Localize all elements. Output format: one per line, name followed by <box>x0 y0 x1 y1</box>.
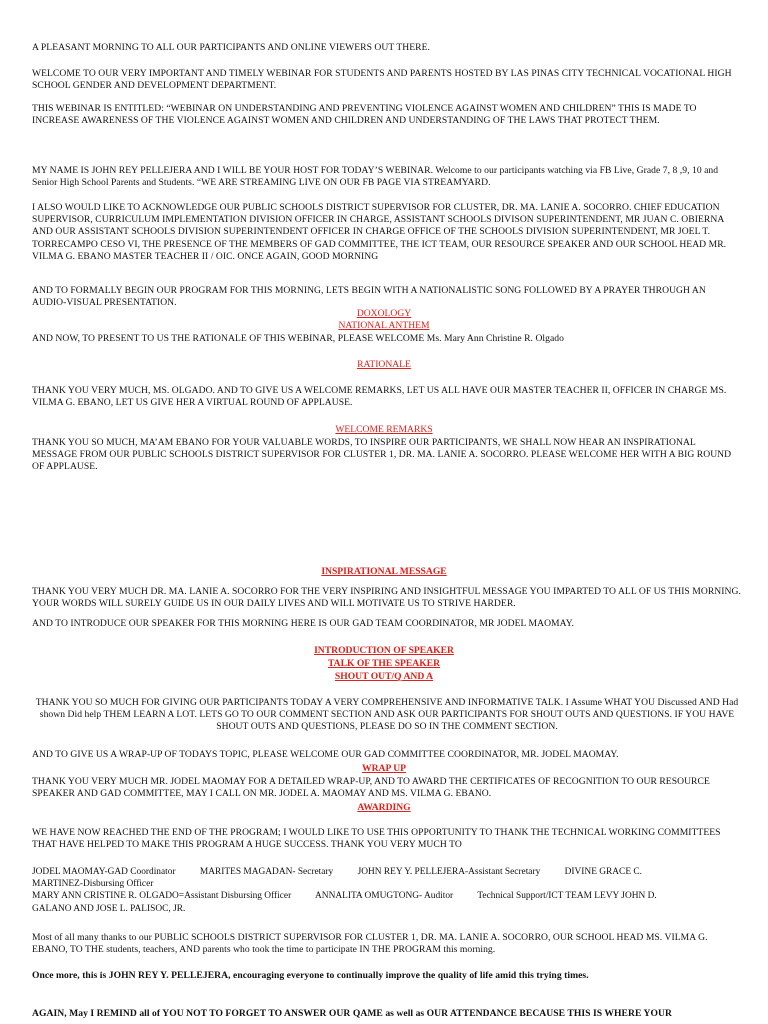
begin-program-paragraph: AND TO FORMALLY BEGIN OUR PROGRAM FOR THIS MORNING, LETS BEGIN WITH A NATIONALISTIC SONG FOLLOWED BY A PRAYER THROUGH AN AUDIO-VISUAL PRESENTATION. <box>32 285 706 309</box>
talk-of-speaker-heading: TALK OF THE SPEAKER <box>327 658 441 669</box>
webinar-title-paragraph: THIS WEBINAR IS ENTITLED: “WEBINAR ON UNDERSTANDING AND PREVENTING VIOLENCE AGAINST WOMEN AND CHILDREN” THIS IS MADE TO INCREASE AWARENESS OF THE VIOLENCE AGAINST WOMEN AND CHILDREN AND UNDERSTANDING OF THE LAWS THAT PROTECT THEM. <box>32 103 697 127</box>
awarding-intro-paragraph: THANK YOU VERY MUCH MR. JODEL MAOMAY FOR A DETAILED WRAP-UP, AND TO AWARD THE CERTIFICATES OF RECOGNITION TO OUR RESOURCE SPEAKER AND GAD COMMITTEE, MAY I CALL ON MR. JODEL A. MAOMAY AND MS. VILMA G. EBANO. <box>32 776 710 800</box>
roster-entry: Technical Support/ICT TEAM LEVY JOHN D. <box>477 891 657 902</box>
roster-row <box>32 866 742 878</box>
closing-thanks-paragraph: WE HAVE NOW REACHED THE END OF THE PROGRAM; I WOULD LIKE TO USE THIS OPPORTUNITY TO THANK THE TECHNICAL WORKING COMMITTEES THAT HAVE HELPED TO MAKE THIS PROGRAM A HUGE SUCCESS. THANK YOU VERY MUCH TO <box>32 827 721 851</box>
again-paragraph: AGAIN, May I REMIND all of YOU NOT TO FORGET TO ANSWER OUR QAME as well as OUR ATTENDANCE BECAUSE THIS IS WHERE YOUR <box>32 1008 672 1019</box>
rationale-heading: RATIONALE <box>357 359 411 370</box>
once-more-paragraph: Once more, this is JOHN REY Y. PELLEJERA, encouraging everyone to continually improve the quality of life amid this trying times. <box>32 970 589 981</box>
thanks-talk-paragraph: THANK YOU SO MUCH FOR GIVING OUR PARTICIPANTS TODAY A VERY COMPREHENSIVE AND INFORMATIVE TALK. I Assume WHAT YOU Discussed AND Had shown Did help THEM LEARN A LOT. LETS GO TO OUR COMMENT SECTION AND ASK OUR PARTICIPANTS FOR SHOUT OUTS AND QUESTIONS. IF YOU HAVE SHOUT OUTS AND QUESTIONS, PLEASE DO SO IN THE COMMENT SECTION. <box>35 697 739 733</box>
wrap-up-heading: WRAP UP <box>362 763 406 774</box>
doxology-heading: DOXOLOGY <box>356 308 412 319</box>
roster-entry: DIVINE GRACE C. <box>564 867 642 877</box>
awarding-heading: AWARDING <box>357 802 411 813</box>
introduction-of-speaker-heading: INTRODUCTION OF SPEAKER <box>314 645 454 656</box>
roster-entry: JODEL MAOMAY-GAD Coordinator <box>32 867 176 877</box>
host-intro-paragraph: MY NAME IS JOHN REY PELLEJERA AND I WILL BE YOUR HOST FOR TODAY’S WEBINAR. Welcome to our participants watching via FB Live, Grade 7, 8 ,9, 10 and Senior High School Parents and Students. “WE ARE STREAMING LIVE ON OUR FB PAGE VIA STREAMYARD. <box>32 165 719 189</box>
rationale-intro-paragraph: AND NOW, TO PRESENT TO US THE RATIONALE OF THIS WEBINAR, PLEASE WELCOME Ms. Mary Ann Christine R. Olgado <box>32 333 564 344</box>
roster-row <box>32 890 742 902</box>
acknowledgement-paragraph: I ALSO WOULD LIKE TO ACKNOWLEDGE OUR PUBLIC SCHOOLS DISTRICT SUPERVISOR FOR CLUSTER, DR. MA. LANIE A. SOCORRO. CHIEF EDUCATION SUPERVISOR, CURRICULUM IMPLEMENTATION DIVISION OFFICER IN CHARGE, ASSISTANT SCHOOLS DIVISON SUPERINTENDENT, MR JUAN C. OBIERNA AND OUR ASSISTANT SCHOOLS DIVISION SUPERINTENDENT OFFICER IN CHARGE OFFICE OF THE SCHOOLS DIVISION SUPERINTENDENT, MR JOEL T. TORRECAMPO CESO VI, THE PRESENCE OF THE MEMBERS OF GAD COMMITTEE, THE ICT TEAM, OUR RESOURCE SPEAKER AND OUR SCHOOL HEAD MR. VILMA G. EBANO MASTER TEACHER II / OIC. ONCE AGAIN, GOOD MORNING <box>32 202 727 262</box>
roster-entry: ANNALITA OMUGTONG- Auditor <box>315 891 454 902</box>
inspirational-intro-paragraph: THANK YOU SO MUCH, MA’AM EBANO FOR YOUR VALUABLE WORDS, TO INSPIRE OUR PARTICIPANTS, WE SHALL NOW HEAR AN INSPIRATIONAL MESSAGE FROM OUR PUBLIC SCHOOLS DISTRICT SUPERVISOR FOR CLUSTER 1, DR. MA. LANIE A. SOCORRO. PLEASE WELCOME HER WITH A BIG ROUND OF APPLAUSE. <box>32 437 732 473</box>
committee-roster <box>32 866 742 915</box>
many-thanks-paragraph: Most of all many thanks to our PUBLIC SCHOOLS DISTRICT SUPERVISOR FOR CLUSTER 1, DR. MA. LANIE A. SOCORRO, OUR SCHOOL HEAD MS. VILMA G. EBANO, TO THE students, teachers, AND parents who took the time to participate IN THE PROGRAM this morning. <box>32 932 708 956</box>
wrapup-intro-paragraph: AND TO GIVE US A WRAP-UP OF TODAYS TOPIC, PLEASE WELCOME OUR GAD COMMITTEE COORDINATOR, MR. JODEL MAOMAY. <box>32 749 619 760</box>
roster-row <box>32 878 742 890</box>
shout-out-heading: SHOUT OUT/Q AND A <box>334 671 434 682</box>
welcome-remarks-intro-paragraph: THANK YOU VERY MUCH, MS. OLGADO. AND TO GIVE US A WELCOME REMARKS, LET US ALL HAVE OUR MASTER TEACHER II, OFFICER IN CHARGE MS. VILMA G. EBANO, LET US GIVE HER A VIRTUAL ROUND OF APPLAUSE. <box>32 385 727 409</box>
roster-row <box>32 903 742 915</box>
roster-entry: MARY ANN CRISTINE R. OLGADO=Assistant Disbursing Officer <box>32 891 292 902</box>
speaker-intro-paragraph: AND TO INTRODUCE OUR SPEAKER FOR THIS MORNING HERE IS OUR GAD TEAM COORDINATOR, MR JODEL MAOMAY. <box>32 618 574 629</box>
national-anthem-heading: NATIONAL ANTHEM <box>338 320 430 331</box>
greeting-paragraph: A PLEASANT MORNING TO ALL OUR PARTICIPANTS AND ONLINE VIEWERS OUT THERE. <box>32 42 430 53</box>
roster-entry: GALANO AND JOSE L. PALISOC, JR. <box>32 903 186 914</box>
thanks-socorro-paragraph: THANK YOU VERY MUCH DR. MA. LANIE A. SOCORRO FOR THE VERY INSPIRING AND INSIGHTFUL MESSAGE YOU IMPARTED TO ALL OF US THIS MORNING. YOUR WORDS WILL SURELY GUIDE US IN OUR DAILY LIVES AND WILL MOTIVATE US TO STRIVE HARDER. <box>32 586 741 610</box>
roster-entry: MARTINEZ-Disbursing Officer <box>32 879 154 890</box>
roster-entry: MARITES MAGADAN- Secretary <box>199 867 334 877</box>
inspirational-message-heading: INSPIRATIONAL MESSAGE <box>321 566 447 577</box>
welcome-remarks-heading: WELCOME REMARKS <box>335 424 433 435</box>
welcome-paragraph: WELCOME TO OUR VERY IMPORTANT AND TIMELY WEBINAR FOR STUDENTS AND PARENTS HOSTED BY LAS PINAS CITY TECHNICAL VOCATIONAL HIGH SCHOOL GENDER AND DEVELOPMENT DEPARTMENT. <box>32 68 732 92</box>
roster-entry: JOHN REY Y. PELLEJERA-Assistant Secretary <box>357 867 541 877</box>
